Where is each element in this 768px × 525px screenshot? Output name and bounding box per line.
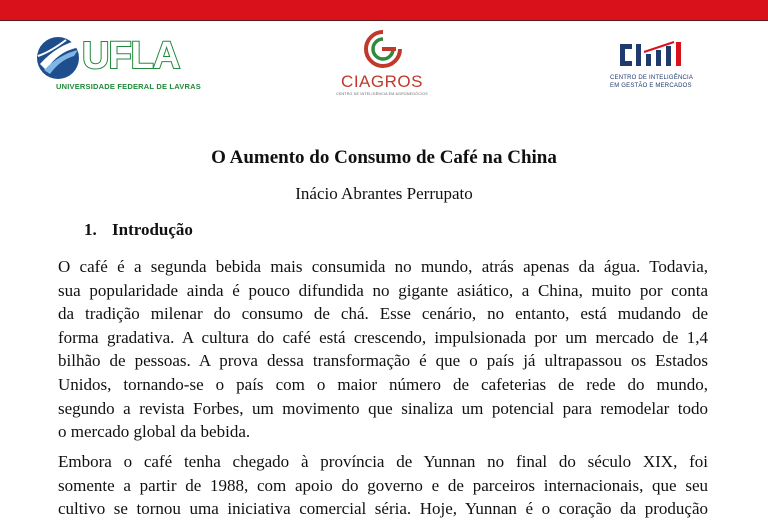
paragraph-line: Embora o café tenha chegado à província de Yunnan no final do século XIX, foi (58, 452, 708, 471)
paragraph-line: somente a partir de 1988, com apoio do governo e de parceiros internacionais, que seu (58, 475, 708, 495)
cigem-emblem-icon (616, 40, 704, 70)
ciagros-wordmark: CIAGROS (341, 72, 423, 91)
ufla-emblem-icon (36, 34, 84, 82)
paragraph-line: forma gradativa. A cultura do café está crescendo, impulsionada por um mercado de 1,4 (58, 327, 708, 347)
paragraph-line: o mercado global da bebida. (58, 422, 251, 442)
cigem-logo (610, 40, 720, 96)
ciagros-logo (330, 30, 440, 100)
paragraph-1 (58, 255, 708, 444)
paragraph-line: da tradição milenar do consumo de chá. Esse cenário, no entanto, está mudando de (58, 304, 708, 324)
document-title: O Aumento do Consumo de Café na China (211, 147, 557, 168)
ufla-subtitle: UNIVERSIDADE FEDERAL DE LAVRAS (56, 82, 201, 91)
header-bar-divider (0, 20, 768, 21)
section-heading (84, 219, 193, 241)
paragraph-line: bilhão de pessoas. A prova dessa transformação é que o país já ultrapassou os Estados (58, 351, 708, 371)
ciagros-emblem-icon (364, 30, 402, 70)
document-author: Inácio Abrantes Perrupato (295, 184, 473, 203)
paragraph-line: segundo a revista Forbes, um movimento que sinaliza um potencial para remodelar todo (58, 398, 708, 418)
cigem-subtitle: CENTRO DE INTELIGÊNCIA EM GESTÃO E MERCADOS (610, 75, 694, 89)
section-title: Introdução (112, 220, 193, 239)
paragraph-line: Unidos, tornando-se o país com o maior número de cafeterias de rede do mundo, (58, 374, 708, 394)
section-number: 1. (84, 220, 97, 239)
ciagros-subtitle: CENTRO DE INTELIGÊNCIA EM AGRONEGÓCIOS (336, 92, 428, 96)
header-bar (0, 0, 768, 20)
paragraph-2 (58, 450, 708, 521)
paragraph-line: sua popularidade ainda é pouco difundida no gigante asiático, a China, muito por conta (58, 280, 708, 300)
ufla-logo (36, 34, 201, 94)
paragraph-line: O café é a segunda bebida mais consumida no mundo, atrás apenas da água. Todavia, (58, 257, 708, 276)
paragraph-line: cultivo se tornou uma iniciativa comercial séria. Hoje, Yunnan é o coração da produção (58, 499, 708, 519)
ufla-wordmark: UFLA (82, 35, 180, 77)
